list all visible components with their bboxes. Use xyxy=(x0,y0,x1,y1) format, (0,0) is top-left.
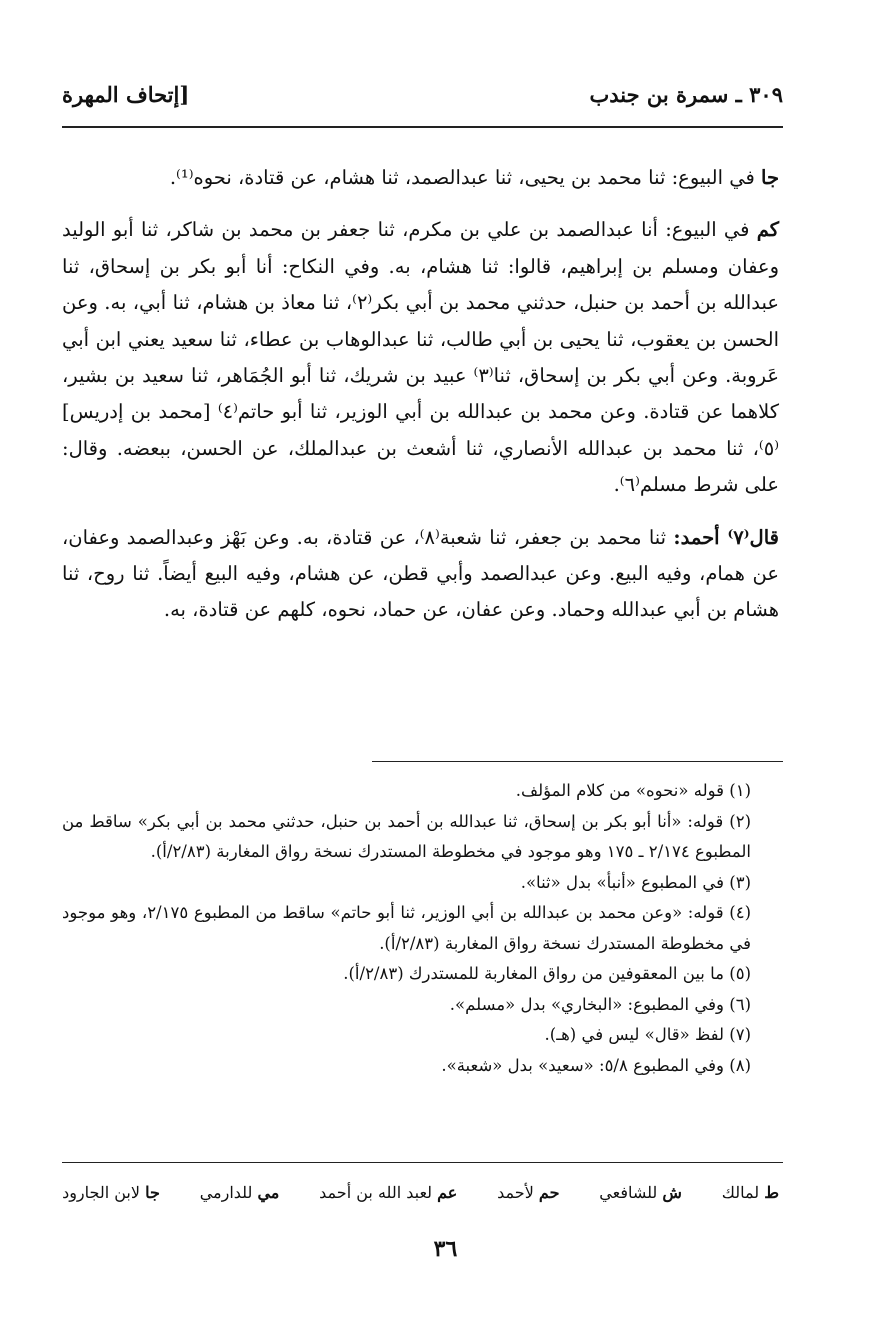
legend-code: جا xyxy=(145,1183,160,1202)
footnotes xyxy=(62,776,779,1081)
header-divider xyxy=(62,126,783,128)
legend-name: لأحمد xyxy=(497,1183,534,1202)
legend-divider xyxy=(62,1162,783,1163)
footnote: (٤) قوله: «وعن محمد بن عبدالله بن أبي الوزير، ثنا أبو حاتم» ساقط من المطبوع ٢/١٧٥، وهو موجود في مخطوطة المستدرك نسخة رواق المغاربة (٢/٨٣/أ). xyxy=(62,903,751,953)
paragraph-lead: كم xyxy=(756,218,779,242)
footnote: (٧) لفظ «قال» ليس في (هـ). xyxy=(544,1025,751,1044)
legend-item xyxy=(319,1183,457,1202)
footnote: (١) قوله «نحوه» من كلام المؤلف. xyxy=(515,781,751,800)
paragraph-lead: قال⁽٧⁾ أحمد: xyxy=(673,525,779,549)
paragraph-ahmad xyxy=(62,520,779,629)
paragraph-text: في البيوع: أنا عبدالصمد بن علي بن مكرم، ثنا جعفر بن محمد بن شاكر، ثنا أبو الوليد وعفان ومسلم بن إبراهيم، قالوا: ثنا هشام، به. وفي النكاح: أنا أبو بكر بن إسحاق، ثنا عبدالله بن أحمد بن حنبل، حدثني محمد بن أبي بكر⁽٢⁾، ثنا معاذ بن هشام، ثنا أبي، به. وعن الحسن بن يعقوب، ثنا يحيى بن أبي طالب، ثنا عبدالوهاب بن عطاء، ثنا سعيد يعني ابن أبي عَروبة. وعن أبي بكر بن إسحاق، ثنا⁽٣⁾ عبيد بن شريك، ثنا أبو الجُمَاهر، ثنا سعيد بن بشير، كلاهما عن قتادة. وعن محمد بن عبدالله بن أبي الوزير، ثنا أبو حاتم⁽٤⁾ [محمد بن إدريس]⁽٥⁾، ثنا محمد بن عبدالله الأنصاري، ثنا أشعث بن عبدالملك، عن الحسن، ببعضه. وقال: على شرط مسلم⁽٦⁾. xyxy=(62,218,780,497)
legend-item xyxy=(599,1183,682,1202)
abbreviation-legend xyxy=(62,1183,779,1202)
legend-name: للدارمي xyxy=(199,1183,253,1202)
legend-code: حم xyxy=(538,1183,560,1202)
legend-item xyxy=(497,1183,559,1202)
legend-name: لابن الجارود xyxy=(62,1183,141,1202)
legend-name: لعبد الله بن أحمد xyxy=(319,1183,433,1202)
footnote: (٢) قوله: «أنا أبو بكر بن إسحاق، ثنا عبدالله بن أحمد بن حنبل، حدثني محمد بن أبي بكر» ساقط من المطبوع ٢/١٧٤ ـ ١٧٥ وهو موجود في مخطوطة المستدرك نسخة رواق المغاربة (٢/٨٣/أ). xyxy=(62,811,751,861)
paragraph-kam xyxy=(62,212,779,503)
legend-code: مي xyxy=(257,1183,280,1202)
legend-name: لمالك xyxy=(721,1183,760,1202)
paragraph-text: في البيوع: ثنا محمد بن يحيى، ثنا عبدالصمد، ثنا هشام، عن قتادة، نحوه⁽¹⁾. xyxy=(169,166,761,189)
page-number: ٣٦ xyxy=(433,1236,458,1262)
footnote: (٦) وفي المطبوع: «البخاري» بدل «مسلم». xyxy=(449,994,751,1014)
running-header xyxy=(62,74,783,114)
legend-code: عم xyxy=(437,1183,458,1202)
legend-code: ط xyxy=(764,1183,779,1202)
paragraph-lead: جا xyxy=(761,166,779,189)
header-chapter-title: ٣٠٩ ـ سمرة بن جندب xyxy=(589,81,783,107)
header-book-title: [إتحاف المهرة xyxy=(62,81,190,107)
footnotes-divider xyxy=(372,761,783,762)
legend-item xyxy=(62,1183,160,1202)
paragraph-text: ثنا محمد بن جعفر، ثنا شعبة⁽٨⁾، عن قتادة، به. وعن بَهْز وعبدالصمد وعفان، عن همام، وفيه البيع. وعن عبدالصمد وأبي قطن، عن هشام، وفيه البيع أيضاً. ثنا روح، ثنا هشام بن أبي عبدالله وحماد. وعن عفان، عن حماد، نحوه، كلهم عن قتادة، به. xyxy=(62,525,779,622)
main-text xyxy=(62,160,779,645)
footnote: (٥) ما بين المعقوفين من رواق المغاربة للمستدرك (٢/٨٣/أ). xyxy=(343,964,751,983)
footnote: (٨) وفي المطبوع ٥/٨: «سعيد» بدل «شعبة». xyxy=(441,1055,751,1075)
legend-item xyxy=(200,1183,280,1202)
legend-name: للشافعي xyxy=(599,1183,658,1202)
legend-item xyxy=(722,1183,779,1202)
paragraph-ja xyxy=(62,160,779,196)
footnote: (٣) في المطبوع «أنبأ» بدل «ثنا». xyxy=(520,872,751,892)
legend-code: ش xyxy=(662,1183,682,1202)
